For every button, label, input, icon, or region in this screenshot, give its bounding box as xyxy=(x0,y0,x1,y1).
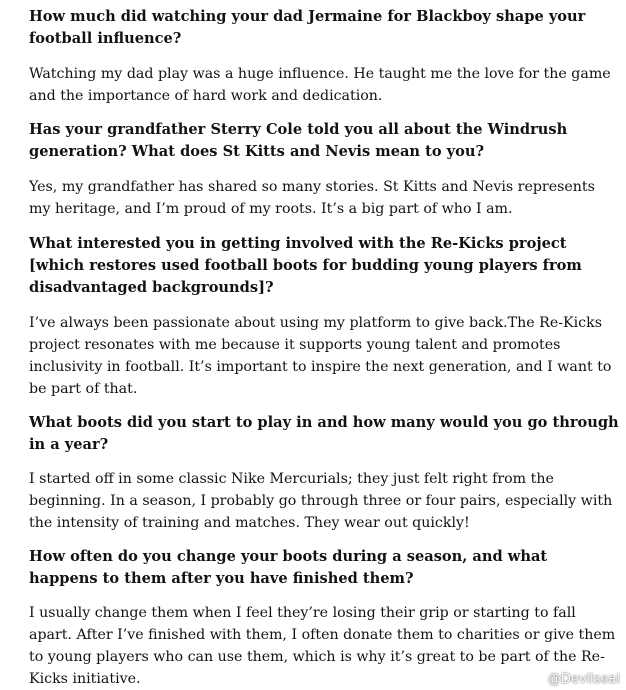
question-5: How often do you change your boots during a season, and what happens to them after you have finished them? xyxy=(29,548,548,587)
answer-4: I started off in some classic Nike Mercurials; they just felt right from the beginning. In a season, I probably go through three or four pairs, especially with the intensity of training and matches. They wear out quickly! xyxy=(29,471,613,531)
answer-2: Yes, my grandfather has shared so many stories. St Kitts and Nevis represents my heritage, and I’m proud of my roots. It’s a big part of who I am. xyxy=(29,179,595,217)
watermark xyxy=(526,672,620,687)
weibo-icon xyxy=(526,672,544,687)
answer-3: I’ve always been passionate about using my platform to give back.The Re-Kicks project resonates with me because it supports young talent and promotes inclusivity in football. It’s important to inspire the next generation, and I want to be part of that. xyxy=(29,315,612,397)
question-2: Has your grandfather Sterry Cole told you all about the Windrush generation? What does St Kitts and Nevis mean to you? xyxy=(29,121,568,160)
answer-1: Watching my dad play was a huge influence. He taught me the love for the game and the importance of hard work and dedication. xyxy=(29,66,611,104)
question-3: What interested you in getting involved with the Re-Kicks project [which restores used football boots for budding young players from disadvantaged backgrounds]? xyxy=(29,235,582,296)
question-1: How much did watching your dad Jermaine for Blackboy shape your football influence? xyxy=(29,8,586,47)
question-4: What boots did you start to play in and how many would you go through in a year? xyxy=(29,414,619,453)
answer-5: I usually change them when I feel they’re losing their grip or starting to fall apart. After I’ve finished with them, I often donate them to charities or give them to young players who can use them, which is why it’s great to be part of the Re-Kicks initiative. xyxy=(29,605,616,687)
watermark-text: @Devilseal xyxy=(547,672,620,687)
